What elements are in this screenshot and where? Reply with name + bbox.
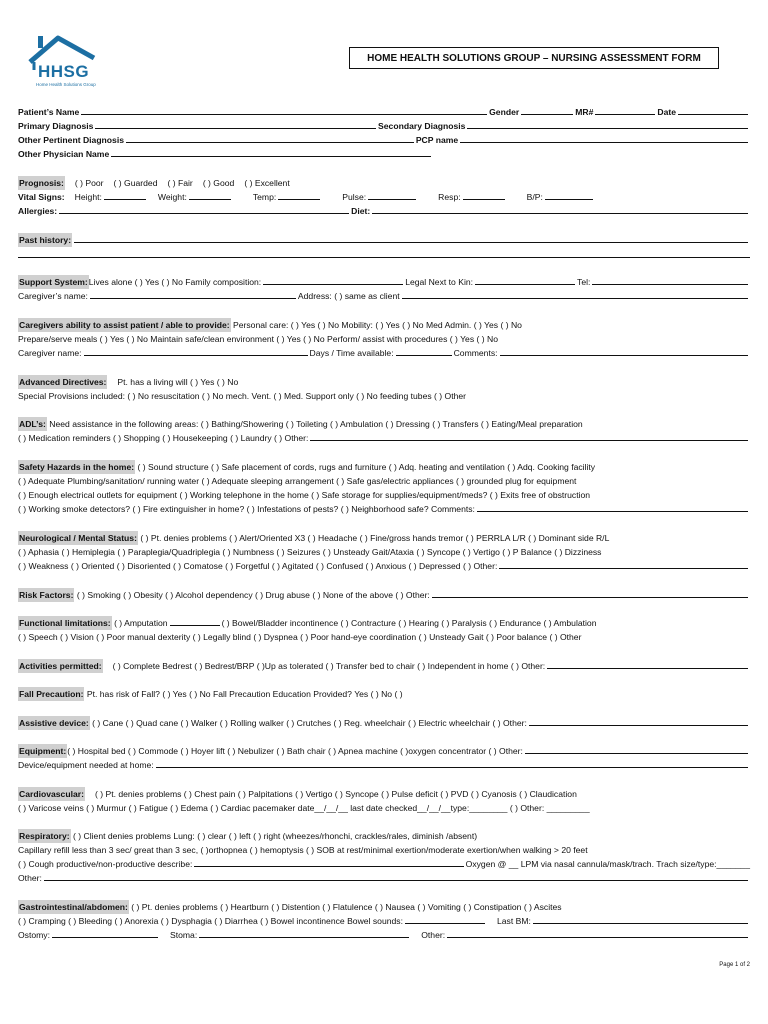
hhsg-logo [24, 32, 116, 92]
logo-text: HHSG [38, 62, 90, 81]
caregiver-label: Caregiver’s name: [18, 291, 88, 301]
resp-row [18, 829, 750, 843]
adl-text-2: ( ) Medication reminders ( ) Shopping ( ) Housekeeping ( ) Laundry ( ) Other: [18, 433, 309, 443]
gi-text: ( ) Pt. denies problems ( ) Heartburn ( ) Distention ( ) Flatulence ( ) Nausea ( ) Vomiting ( ) Constipation ( ) Ascites [131, 902, 562, 912]
past-history-row [18, 233, 750, 247]
caregivers-ability-row [18, 318, 750, 332]
cardio-row [18, 787, 750, 801]
gi-other-label: Other: [421, 930, 446, 940]
gi-text-2b: Last BM: [496, 916, 531, 926]
safety-label: Safety Hazards in the home: [19, 462, 135, 472]
resp-row-2 [18, 843, 750, 857]
support-label: Support System: [19, 277, 88, 287]
vitals-row [18, 190, 750, 204]
resp-label: Resp: [438, 192, 461, 202]
cardio-row-2 [18, 801, 750, 815]
risk-other-field[interactable] [432, 588, 748, 598]
functional-text-2: ( ) Speech ( ) Vision ( ) Poor manual dexterity ( ) Legally blind ( ) Dyspnea ( ) Poor hand-eye coordination ( ) Unsteady Gait ( ) Poor balance ( ) Other [18, 632, 582, 642]
resp-text-3b: Oxygen @ __ LPM via nasal cannula/mask/trach. Trach size/type:_______ [465, 859, 750, 869]
functional-text: ( ) Amputation [114, 618, 168, 628]
gi-label: Gastrointestinal/abdomen: [19, 902, 128, 912]
resp-label: Respiratory: [19, 831, 70, 841]
diet-label: Diet: [351, 206, 371, 216]
kin-label: Legal Next to Kin: [405, 277, 474, 287]
diet-field[interactable] [372, 204, 748, 214]
kin-field[interactable] [475, 275, 575, 285]
neuro-text-2: ( ) Aphasia ( ) Hemiplegia ( ) Paraplegia/Quadriplegia ( ) Numbness ( ) Seizures ( ) Unsteady Gait/Ataxia ( ) Syncope ( ) Vertigo ( ) P Balance ( ) Dizziness [18, 547, 602, 557]
caregivers-ability-text-2: Prepare/serve meals ( ) Yes ( ) No Maintain safe/clean environment ( ) Yes ( ) No Perform/ assist with procedures ( ) Yes ( ) No [18, 334, 499, 344]
neuro-text-3: ( ) Weakness ( ) Oriented ( ) Disoriented ( ) Comatose ( ) Forgetful ( ) Agitated ( ) Confused ( ) Anxious ( ) Depressed ( ) Other: [18, 561, 498, 571]
neuro-text: ( ) Pt. denies problems ( ) Alert/Oriented X3 ( ) Headache ( ) Fine/gross hands tremor ( ) PERRLA L/R ( ) Dominant side R/L [140, 533, 610, 543]
mr-label: MR# [575, 107, 594, 117]
gi-row-2 [18, 914, 750, 928]
pcp-label: PCP name [415, 135, 459, 145]
date-label: Date [657, 107, 676, 117]
neuro-row-3 [18, 559, 750, 573]
date-field[interactable] [678, 105, 748, 115]
tel-label: Tel: [577, 277, 591, 287]
secondary-dx-label: Secondary Diagnosis [378, 121, 466, 131]
safety-row-3 [18, 488, 750, 502]
prognosis-option[interactable]: ( ) Fair [167, 178, 193, 188]
caregiver-name-label: Caregiver name: [18, 348, 82, 358]
page-number: Page 1 of 2 [719, 962, 750, 968]
weight-field[interactable] [189, 190, 231, 200]
primary-dx-field[interactable] [95, 119, 376, 129]
past-history-label: Past history: [19, 235, 72, 245]
cough-describe-field[interactable] [194, 857, 463, 867]
equipment-label: Equipment: [19, 746, 67, 756]
amputation-field[interactable] [170, 616, 220, 626]
prognosis-option[interactable]: ( ) Excellent [244, 178, 290, 188]
support-row [18, 275, 750, 289]
advance-directives-row [18, 375, 750, 389]
equipment-other-field[interactable] [525, 744, 748, 754]
safety-row-2 [18, 474, 750, 488]
support-text: Lives alone ( ) Yes ( ) No Family composition: [88, 277, 262, 287]
allergies-row [18, 204, 750, 218]
neuro-label: Neurological / Mental Status: [19, 533, 137, 543]
cardio-text: ( ) Pt. denies problems ( ) Chest pain ( ) Palpitations ( ) Vertigo ( ) Syncope ( ) Pulse deficit ( ) PVD ( ) Cyanosis ( ) Claudication [94, 789, 577, 799]
functional-text-b: ( ) Bowel/Bladder incontinence ( ) Contracture ( ) Hearing ( ) Paralysis ( ) Endurance ( ) Ambulation [221, 618, 597, 628]
gender-field[interactable] [521, 105, 573, 115]
adl-row-2 [18, 431, 750, 445]
caregivers-ability-text: Personal care: ( ) Yes ( ) No Mobility: ( ) Yes ( ) No Med Admin. ( ) Yes ( ) No [233, 320, 522, 330]
assistive-text: ( ) Cane ( ) Quad cane ( ) Walker ( ) Rolling walker ( ) Crutches ( ) Reg. wheelchair ( ) Electric wheelchair ( ) Other: [92, 718, 527, 728]
adl-text: Need assistance in the following areas: ( ) Bathing/Showering ( ) Toileting ( ) Ambulation ( ) Dressing ( ) Transfers ( ) Eating/Meal preparation [49, 419, 583, 429]
cardio-label: Cardiovascular: [19, 789, 84, 799]
risk-label: Risk Factors: [19, 590, 74, 600]
pulse-label: Pulse: [342, 192, 367, 202]
assistive-row [18, 716, 750, 730]
other-dx-row [18, 133, 750, 147]
other-physician-label: Other Physician Name [18, 149, 110, 159]
ostomy-field[interactable] [52, 928, 158, 938]
pcp-field[interactable] [460, 133, 748, 143]
advance-text-2: Special Provisions included: ( ) No resuscitation ( ) No mech. Vent. ( ) Med. Support only ( ) No feeding tubes ( ) Other [18, 391, 467, 401]
risk-text: ( ) Smoking ( ) Obesity ( ) Alcohol dependency ( ) Drug abuse ( ) None of the above ( ) Other: [76, 590, 430, 600]
resp-row-3 [18, 857, 750, 871]
secondary-dx-field[interactable] [467, 119, 748, 129]
cardio-text-2: ( ) Varicose veins ( ) Murmur ( ) Fatigue ( ) Edema ( ) Cardiac pacemaker date__/__/__ last date checked__/__/__type:________ ( ) Other: _________ [18, 803, 590, 813]
vitals-label: Vital Signs: [18, 192, 65, 202]
resp-text-2: Capillary refill less than 3 sec/ great than 3 sec, ( )orthopnea ( ) hemoptysis ( ) SOB at rest/minimal exertion/moderate exertion/when walking > 20 feet [18, 845, 588, 855]
tel-field[interactable] [592, 275, 748, 285]
fall-label: Fall Precaution: [19, 689, 84, 699]
stoma-label: Stoma: [170, 930, 198, 940]
patient-name-field[interactable] [81, 105, 487, 115]
neuro-row-2 [18, 545, 750, 559]
logo-subtitle: Home Health Solutions Group [36, 82, 96, 87]
primary-dx-label: Primary Diagnosis [18, 121, 94, 131]
other-physician-row [18, 147, 750, 161]
functional-row-2 [18, 630, 750, 644]
gender-label: Gender [489, 107, 520, 117]
weight-label: Weight: [157, 192, 187, 202]
bowel-sounds-field[interactable] [405, 914, 485, 924]
assistive-label: Assistive device: [19, 718, 89, 728]
caregiver-name-row [18, 289, 750, 303]
allergies-field[interactable] [59, 204, 349, 214]
height-label: Height: [74, 192, 102, 202]
advance-text: Pt. has a living will ( ) Yes ( ) No [117, 377, 239, 387]
caregivers-ability-label: Caregivers ability to assist patient / able to provide: [19, 320, 230, 330]
comments-label: Comments: [453, 348, 498, 358]
advance-provisions-row [18, 389, 750, 403]
caregivers-ability-row-2 [18, 332, 750, 346]
safety-text-3: ( ) Enough electrical outlets for equipment ( ) Working telephone in the home ( ) Safe storage for supplies/equipment/meds? ( ) Exits free of obstruction [18, 490, 591, 500]
gi-row [18, 900, 750, 914]
temp-label: Temp: [252, 192, 277, 202]
caregiver-field[interactable] [90, 289, 296, 299]
bp-field[interactable] [545, 190, 593, 200]
prognosis-option[interactable]: ( ) Good [202, 178, 235, 188]
safety-row [18, 460, 750, 474]
prognosis-label: Prognosis: [19, 178, 64, 188]
resp-field[interactable] [463, 190, 505, 200]
caregiver-availability-row [18, 346, 750, 360]
device-needed-field[interactable] [156, 758, 748, 768]
patient-name-label: Patient’s Name [18, 107, 80, 117]
safety-row-4 [18, 502, 750, 516]
other-physician-field[interactable] [111, 147, 431, 157]
prognosis-option[interactable]: ( ) Poor [74, 178, 104, 188]
caregiver-name-field[interactable] [84, 346, 308, 356]
temp-field[interactable] [278, 190, 320, 200]
safety-text-4: ( ) Working smoke detectors? ( ) Fire extinguisher in home? ( ) Infestations of pests? ( ) Neighborhood safe? Comments: [18, 504, 475, 514]
last-bm-field[interactable] [533, 914, 748, 924]
equipment-text-2: Device/equipment needed at home: [18, 760, 154, 770]
resp-row-4 [18, 871, 750, 885]
safety-text-2: ( ) Adequate Plumbing/sanitation/ running water ( ) Adequate sleeping arrangement ( ) Safe gas/electric appliances ( ) grounded plug for equipment [18, 476, 577, 486]
equipment-row-2 [18, 758, 750, 772]
ostomy-label: Ostomy: [18, 930, 50, 940]
assistive-other-field[interactable] [529, 716, 748, 726]
safety-text: ( ) Sound structure ( ) Safe placement of cords, rugs and furniture ( ) Adq. heating and ventilation ( ) Adq. Cooking facility [137, 462, 596, 472]
past-history-line-2[interactable] [18, 257, 750, 258]
safety-comments-field[interactable] [477, 502, 748, 512]
other-dx-field[interactable] [126, 133, 414, 143]
risk-row [18, 588, 750, 602]
comments-field[interactable] [500, 346, 748, 356]
equipment-row [18, 744, 750, 758]
neuro-row [18, 531, 750, 545]
functional-row [18, 616, 750, 630]
resp-text: ( ) Client denies problems Lung: ( ) clear ( ) left ( ) right (wheezes/rhonchi, crackles/rales, diminish /absent) [73, 831, 478, 841]
gi-row-3 [18, 928, 750, 942]
advance-label: Advanced Directives: [19, 377, 107, 387]
days-field[interactable] [396, 346, 452, 356]
fall-text: Pt. has risk of Fall? ( ) Yes ( ) No Fall Precaution Education Provided? Yes ( ) No ( ) [86, 689, 403, 699]
mr-field[interactable] [595, 105, 655, 115]
prognosis-row [18, 176, 750, 190]
stoma-field[interactable] [199, 928, 409, 938]
resp-other-label: Other: [18, 873, 42, 883]
resp-text-3a: ( ) Cough productive/non-productive describe: [18, 859, 193, 869]
adl-label: ADL’s: [19, 419, 46, 429]
diagnosis-row [18, 119, 750, 133]
height-field[interactable] [104, 190, 146, 200]
allergies-label: Allergies: [18, 206, 58, 216]
gi-text-2a: ( ) Cramping ( ) Bleeding ( ) Anorexia ( ) Dysphagia ( ) Diarrhea ( ) Bowel incontinence Bowel sounds: [18, 916, 403, 926]
activities-other-field[interactable] [547, 659, 748, 669]
bp-label: B/P: [526, 192, 543, 202]
form-title: HOME HEALTH SOLUTIONS GROUP – NURSING ASSESSMENT FORM [349, 47, 719, 69]
functional-label: Functional limitations: [19, 618, 111, 628]
activities-text: ( ) Complete Bedrest ( ) Bedrest/BRP ( )Up as tolerated ( ) Transfer bed to chair ( ) Independent in home ( ) Other: [112, 661, 546, 671]
adl-row [18, 417, 750, 431]
pulse-field[interactable] [368, 190, 416, 200]
fall-row [18, 687, 750, 701]
activities-label: Activities permitted: [19, 661, 102, 671]
gi-other-field[interactable] [447, 928, 748, 938]
neuro-other-field[interactable] [499, 559, 748, 569]
past-history-field[interactable] [74, 233, 748, 243]
address-field[interactable] [402, 289, 748, 299]
activities-row [18, 659, 750, 673]
equipment-text: ( ) Hospital bed ( ) Commode ( ) Hoyer lift ( ) Nebulizer ( ) Bath chair ( ) Apnea machine ( )oxygen concentrator ( ) Other: [67, 746, 523, 756]
days-label: Days / Time available: [309, 348, 394, 358]
patient-name-row [18, 105, 750, 119]
address-label: Address: ( ) same as client [297, 291, 400, 301]
resp-other-field[interactable] [44, 871, 748, 881]
adl-other-field[interactable] [310, 431, 748, 441]
family-field[interactable] [263, 275, 403, 285]
prognosis-option[interactable]: ( ) Guarded [113, 178, 158, 188]
other-dx-label: Other Pertinent Diagnosis [18, 135, 125, 145]
